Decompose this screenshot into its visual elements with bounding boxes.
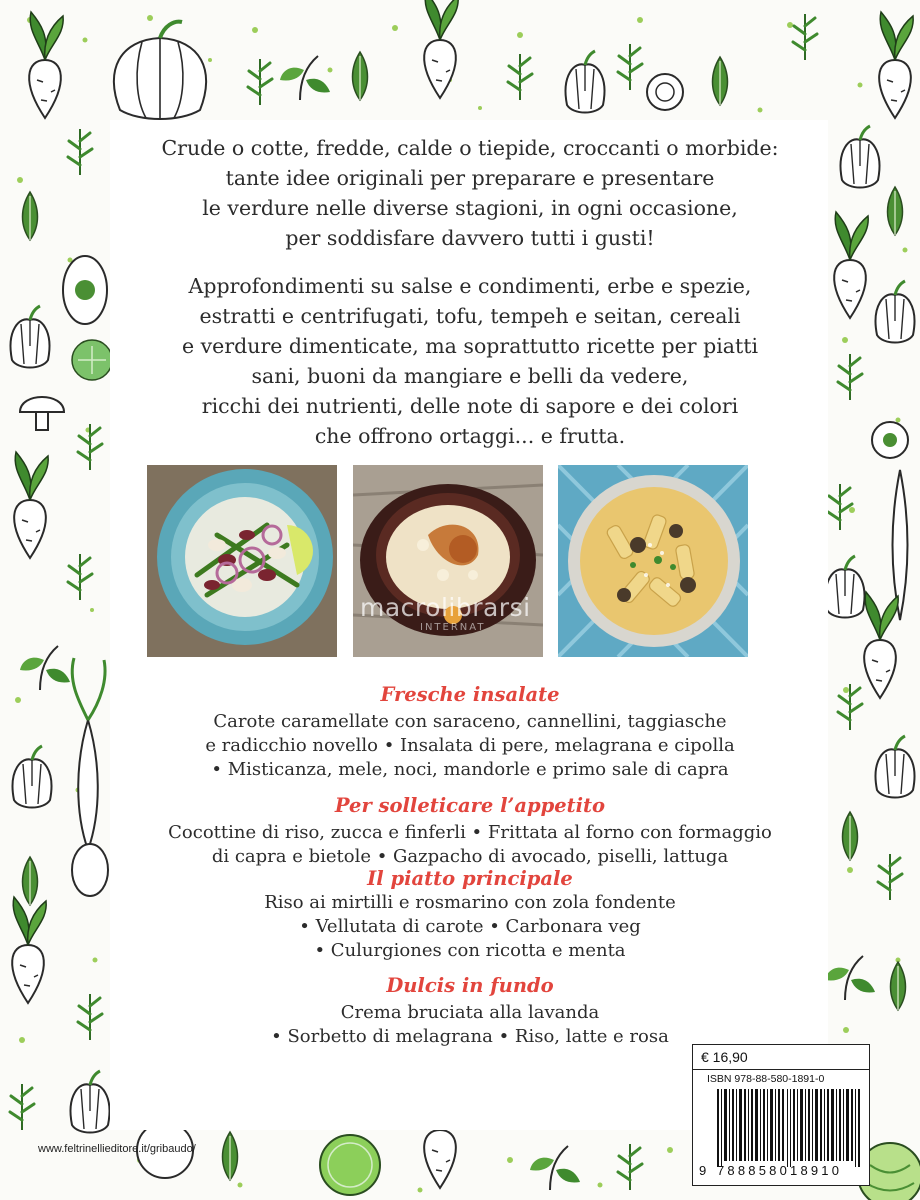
barcode-first-digit: 9 (699, 1163, 707, 1178)
isbn-label: ISBN 978-88-580-1891-0 (707, 1073, 825, 1085)
watermark-subtext: INTERNAT (420, 622, 486, 633)
watermark: macrolibrarsi (360, 593, 531, 622)
photo-pasta-bake (558, 465, 748, 657)
section-title-dulcis-in-fundo: Dulcis in fundo (386, 974, 554, 997)
barcode (717, 1089, 863, 1167)
section-title-fresche-insalate: Fresche insalate (380, 683, 560, 706)
price-divider (693, 1069, 869, 1070)
intro-paragraph-1: Crude o cotte, fredde, calde o tiepide, croccanti o morbide: tante idee originali per preparare e presentare le verdure nelle diverse stagioni, in ogni occasione, per soddisfare davvero tutti i gusti! (161, 136, 779, 250)
publisher-url: www.feltrinellieditore.it/gribaudo/ (38, 1143, 196, 1155)
photo-salad-bowl (147, 465, 337, 657)
price-barcode-box (692, 1044, 870, 1186)
barcode-digits: 788858018910 (717, 1163, 843, 1178)
intro-paragraph-2: Approfondimenti su salse e condimenti, erbe e spezie, estratti e centrifugati, tofu, tempeh e seitan, cereali e verdure dimenticate, ma soprattutto ricette per piatti sani, buoni da mangiare e belli da vedere, ricchi dei nutrienti, delle note di sapore e dei colori che offrono ortaggi... e frutta. (181, 274, 759, 448)
section-body-piatto-principale: Riso ai mirtilli e rosmarino con zola fondente • Vellutata di carote • Carbonara veg • Culurgiones con ricotta e menta (264, 892, 676, 961)
section-body-per-solleticare: Cocottine di riso, zucca e finferli • Frittata al forno con formaggio di capra e bietole • Gazpacho di avocado, piselli, lattuga (168, 822, 772, 867)
section-body-dulcis-in-fundo: Crema bruciata alla lavanda • Sorbetto di melagrana • Riso, latte e rosa (271, 1002, 669, 1047)
price-label: € 16,90 (701, 1049, 748, 1065)
section-title-per-solleticare: Per solleticare l’appetito (334, 794, 606, 817)
section-body-fresche-insalate: Carote caramellate con saraceno, cannellini, taggiasche e radicchio novello • Insalata di pere, melagrana e cipolla • Misticanza, mele, noci, mandorle e primo sale di capra (205, 711, 735, 780)
section-title-piatto-principale: Il piatto principale (367, 867, 573, 890)
